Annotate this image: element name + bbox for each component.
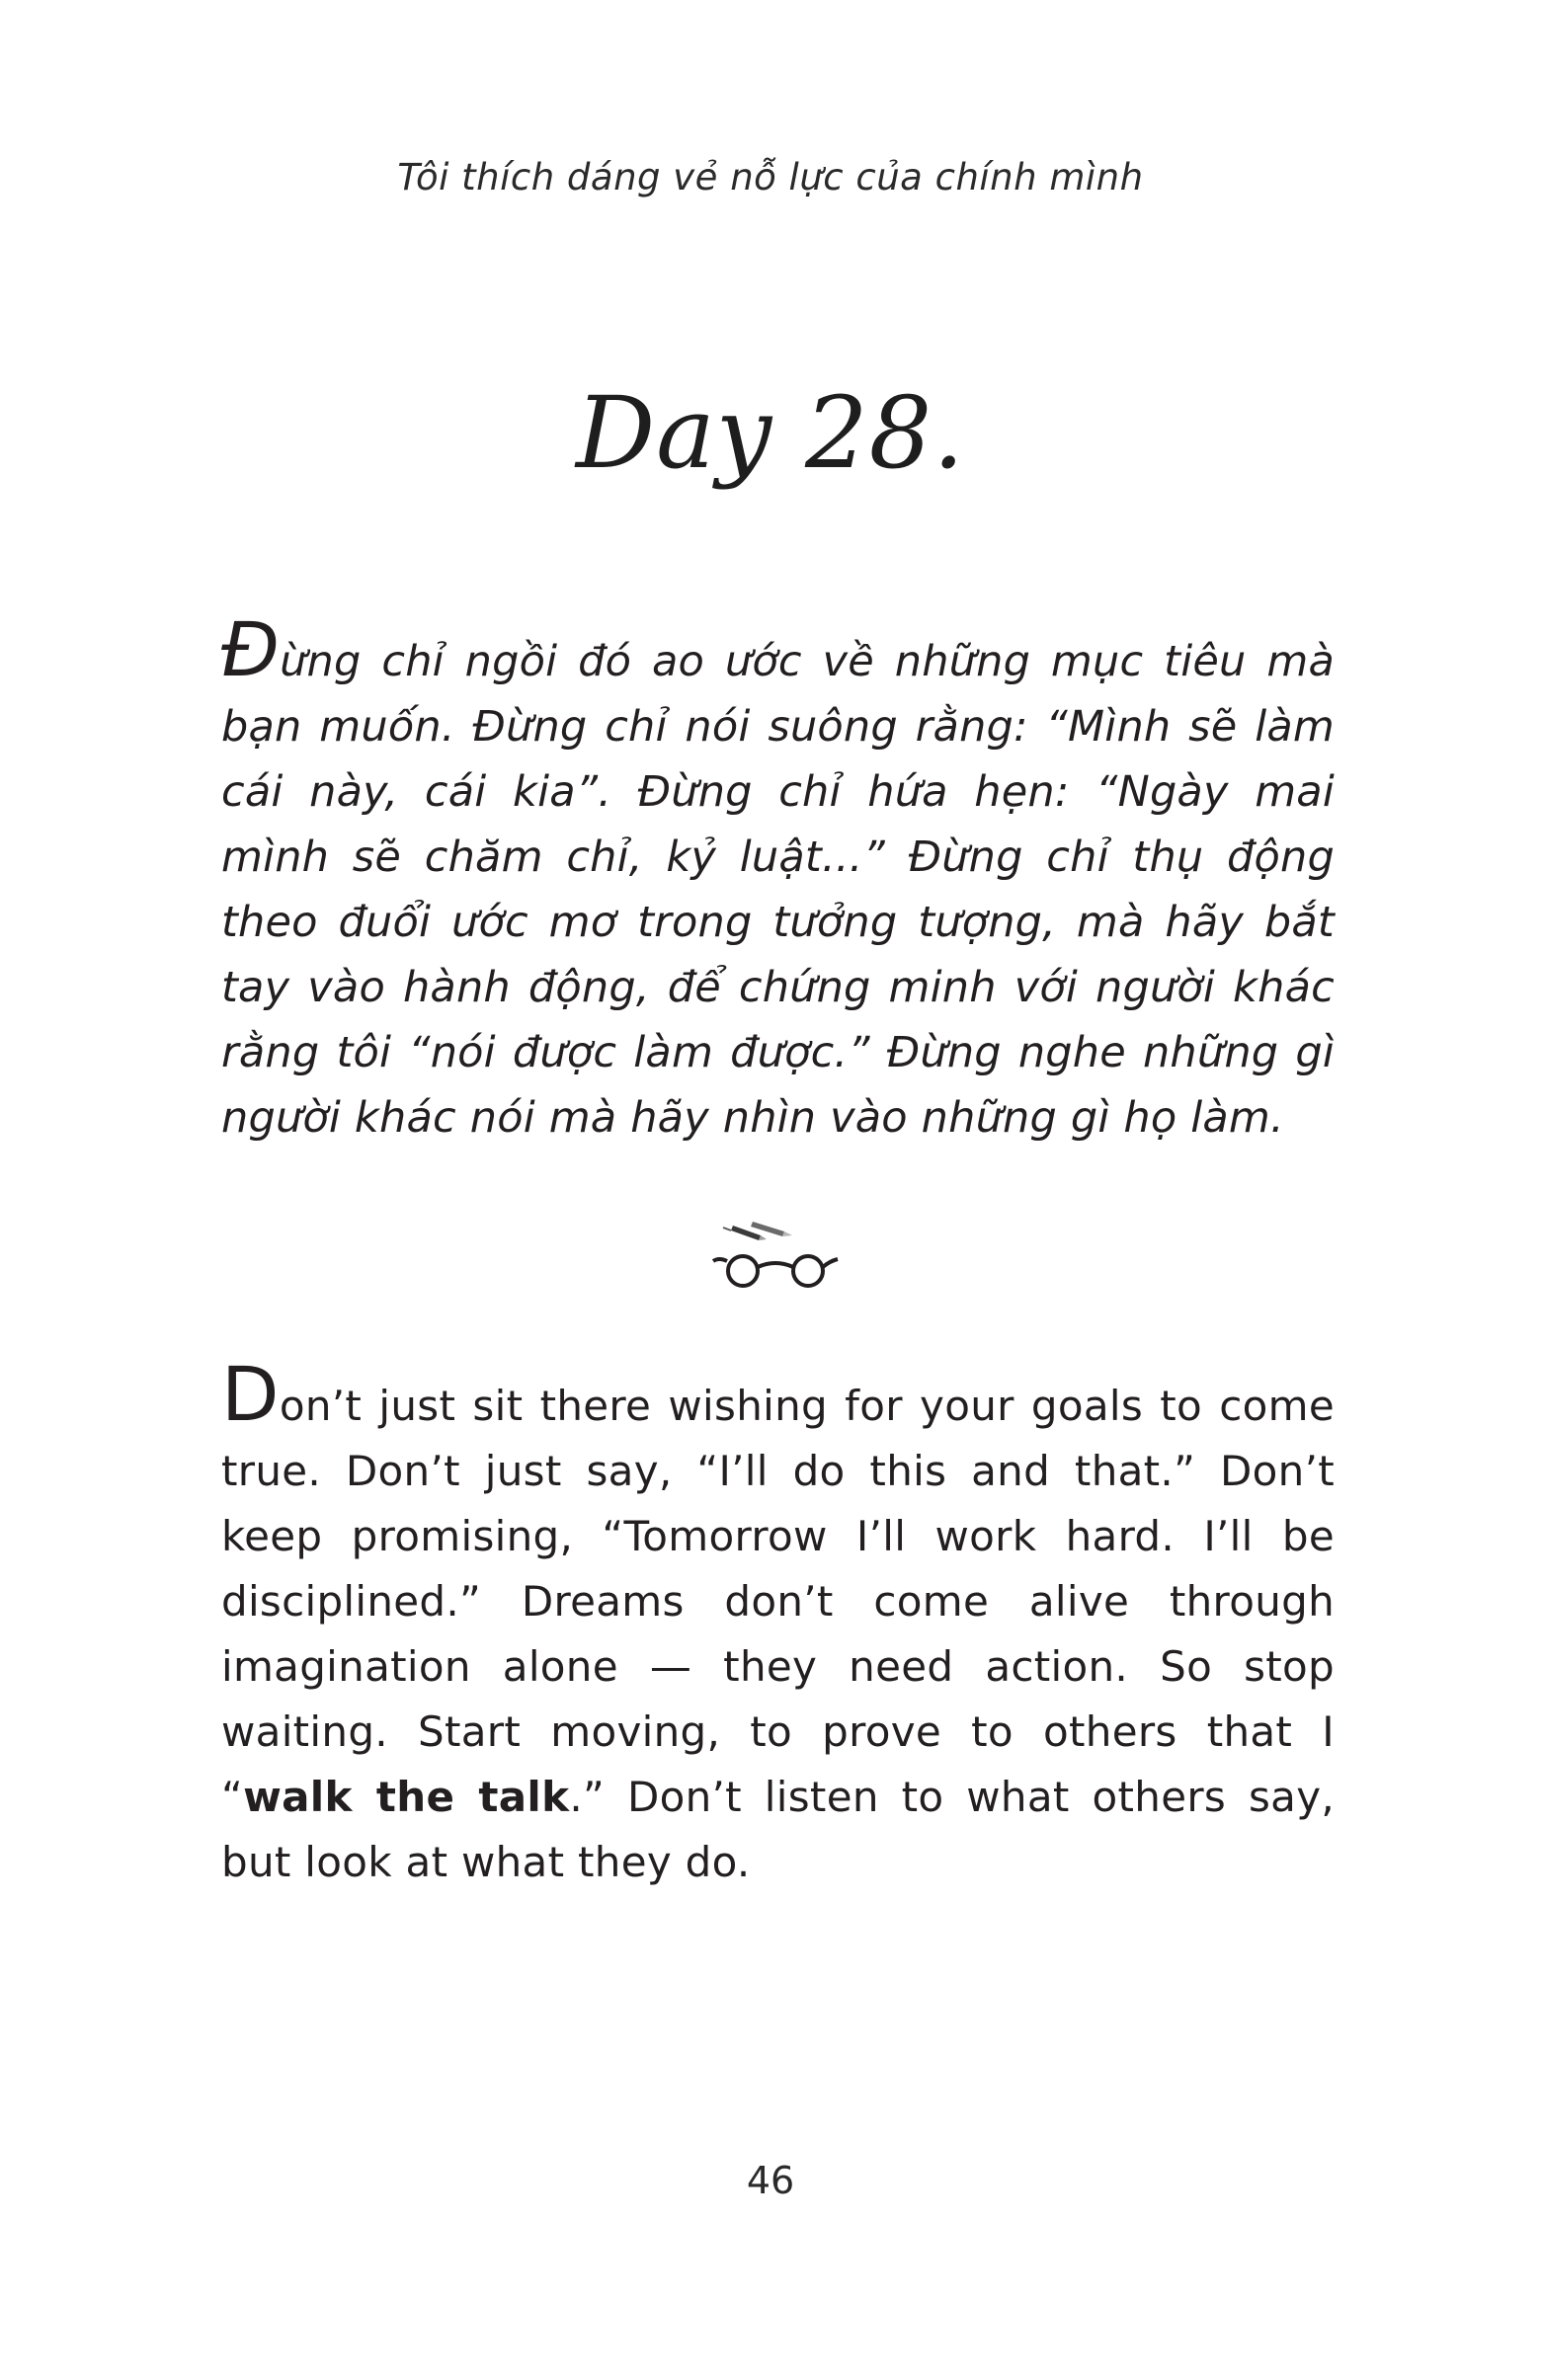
vietnamese-paragraph — [221, 605, 1335, 1150]
vietnamese-body-text: ừng chỉ ngồi đó ao ước về những mục tiêu mà bạn muốn. Đừng chỉ nói suông rằng: “Mình sẽ làm cái này, cái kia”. Đừng chỉ hứa hẹn: “Ngày mai mình sẽ chăm chỉ, kỷ luật...” Đừng chỉ thụ động theo đuổi ước mơ trong tưởng tượng, mà hãy bắt tay vào hành động, để chứng minh với người khác rằng tôi “nói được làm được.” Đừng nghe những gì người khác nói mà hãy nhìn vào những gì họ làm. — [221, 637, 1335, 1143]
day-title: Day 28. — [575, 375, 966, 491]
english-body-text: on’t just sit there wishing for your goals to come true. Don’t just say, “I’ll do this and that.” Don’t keep promising, “Tomorrow I’ll work hard. I’ll be disciplined.” Dreams don’t come alive through imagination alone — they need action. So stop waiting. Start moving, to prove to others that I “ — [221, 1382, 1335, 1821]
english-paragraph — [221, 1350, 1336, 1895]
running-header: Tôi thích dáng vẻ nỗ lực của chính mình — [397, 156, 1144, 198]
glasses-and-pencils-icon — [701, 1210, 850, 1309]
english-body-text-end: .” Don’t listen to what others say, but look at what they do. — [221, 1773, 1336, 1886]
page-number: 46 — [746, 2159, 795, 2202]
english-emphasis: walk the talk — [243, 1773, 570, 1821]
glasses-icon — [713, 1256, 838, 1286]
vietnamese-dropcap: Đ — [221, 605, 281, 693]
pencils-icon — [723, 1222, 792, 1240]
english-dropcap: D — [221, 1350, 280, 1438]
